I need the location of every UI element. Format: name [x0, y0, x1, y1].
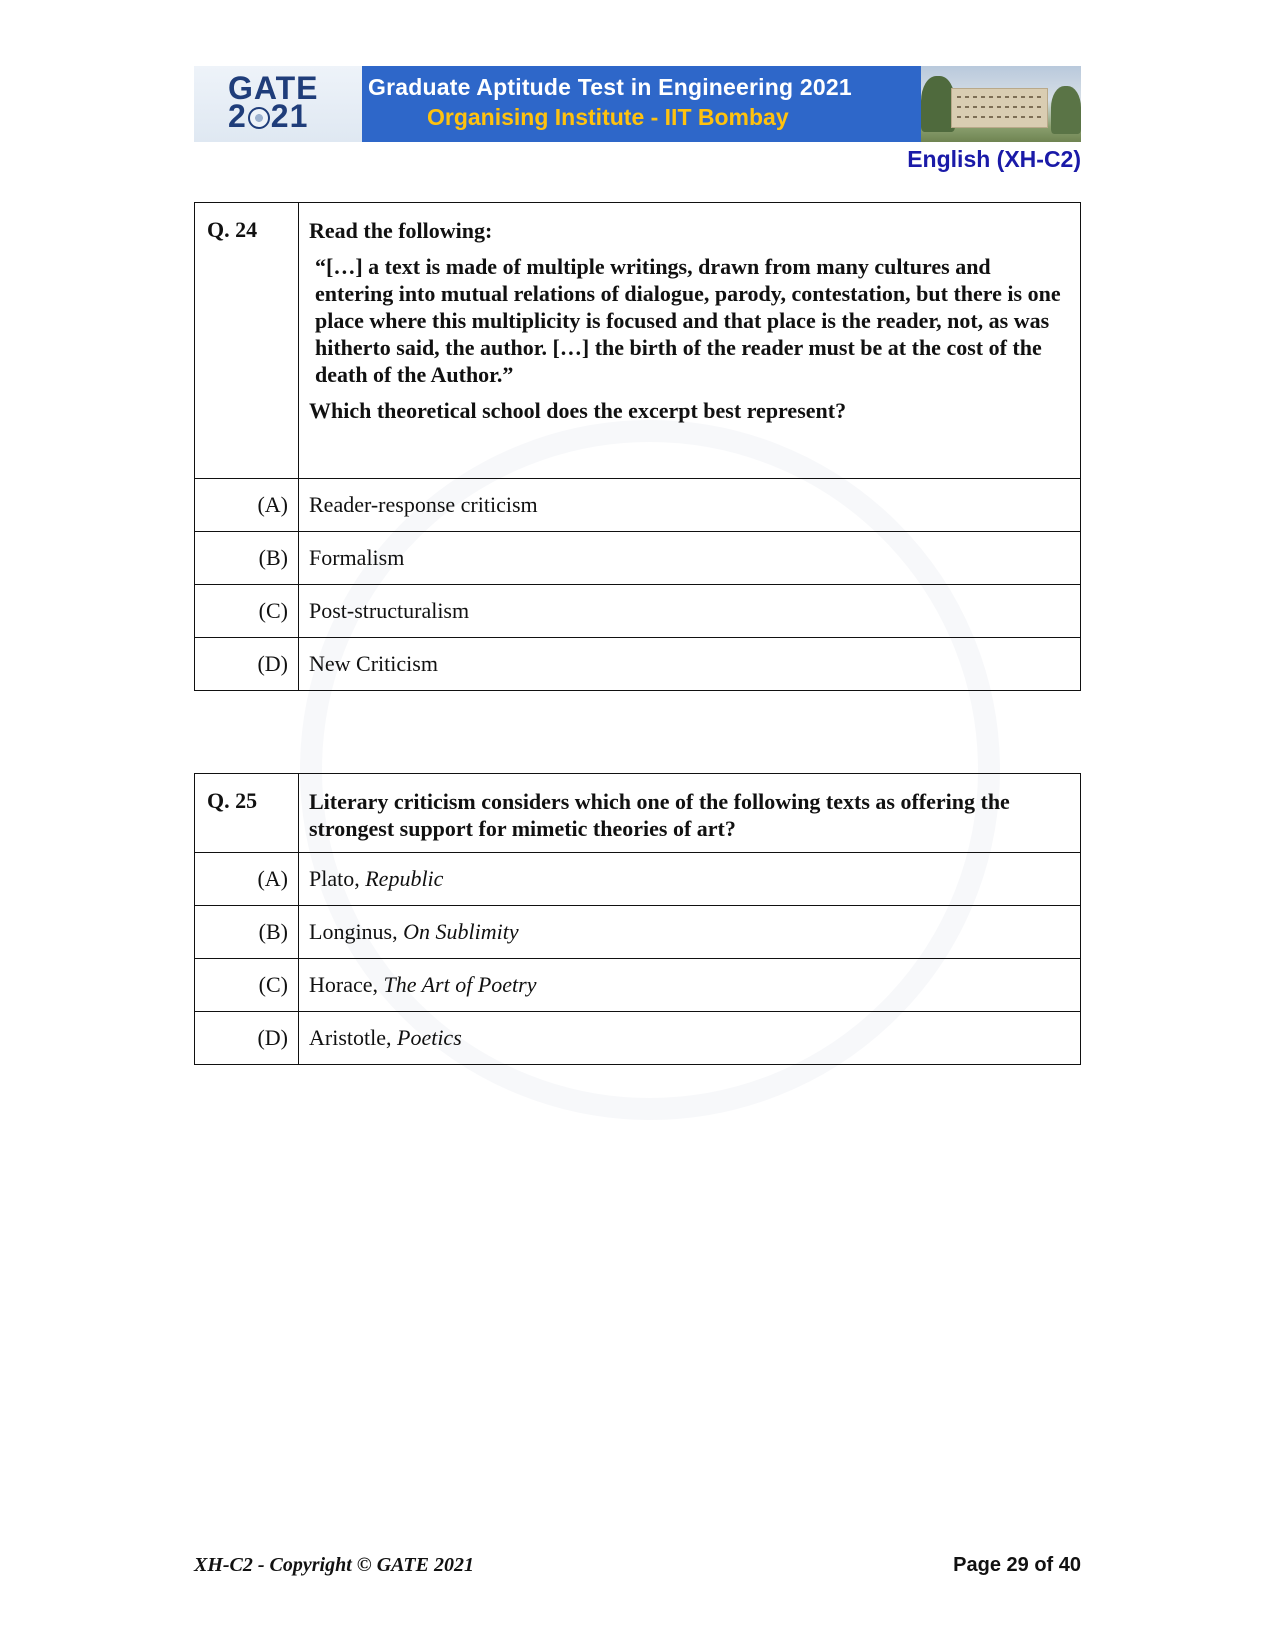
option-text: Reader-response criticism [299, 479, 1081, 532]
option-label: (C) [195, 959, 299, 1012]
option-row [195, 585, 1081, 638]
seal-icon [248, 107, 270, 129]
option-text: Longinus, On Sublimity [299, 906, 1081, 959]
question-stem [299, 203, 1081, 479]
option-label: (B) [195, 906, 299, 959]
gate-logo [194, 66, 362, 142]
option-text: Horace, The Art of Poetry [299, 959, 1081, 1012]
question-prompt: Which theoretical school does the excerpt best represent? [309, 398, 847, 423]
banner-subtitle: Organising Institute - IIT Bombay [427, 104, 789, 130]
page-number: Page 29 of 40 [953, 1554, 1081, 1576]
subject-label: English (XH-C2) [907, 146, 1081, 172]
option-row [195, 906, 1081, 959]
campus-photo [921, 66, 1081, 142]
option-row [195, 638, 1081, 691]
option-text: Plato, Republic [299, 853, 1081, 906]
option-text: Post-structuralism [299, 585, 1081, 638]
option-label: (D) [195, 1012, 299, 1065]
question-quote: “[…] a text is made of multiple writings, drawn from many cultures and entering into mutual relations of dialogue, parody, contestation, but there is one place where this multiplicity is focused and that place is the reader, not, as was hitherto said, the author. […] the birth of the reader must be at the cost of the death of the Author.” [315, 254, 1061, 387]
question-number: Q. 24 [195, 203, 299, 479]
option-label: (C) [195, 585, 299, 638]
option-row [195, 853, 1081, 906]
option-row [195, 479, 1081, 532]
question-prompt: Literary criticism considers which one of the following texts as offering the strongest support for mimetic theories of art? [299, 774, 1081, 853]
question-24-table [194, 202, 1081, 691]
option-row [195, 959, 1081, 1012]
banner-title: Graduate Aptitude Test in Engineering 2021 [368, 74, 852, 100]
header-banner [194, 66, 1081, 142]
option-label: (A) [195, 853, 299, 906]
option-text: Formalism [299, 532, 1081, 585]
question-number: Q. 25 [195, 774, 299, 853]
option-row [195, 1012, 1081, 1065]
footer-copyright: XH-C2 - Copyright © GATE 2021 [194, 1554, 474, 1576]
question-intro: Read the following: [309, 218, 493, 243]
option-label: (A) [195, 479, 299, 532]
logo-text-top: GATE [228, 70, 319, 106]
option-text: New Criticism [299, 638, 1081, 691]
banner-title-box [362, 66, 921, 142]
logo-text-bottom: 2 21 [228, 98, 309, 134]
option-text: Aristotle, Poetics [299, 1012, 1081, 1065]
question-25-table [194, 773, 1081, 1065]
option-label: (D) [195, 638, 299, 691]
option-row [195, 532, 1081, 585]
option-label: (B) [195, 532, 299, 585]
